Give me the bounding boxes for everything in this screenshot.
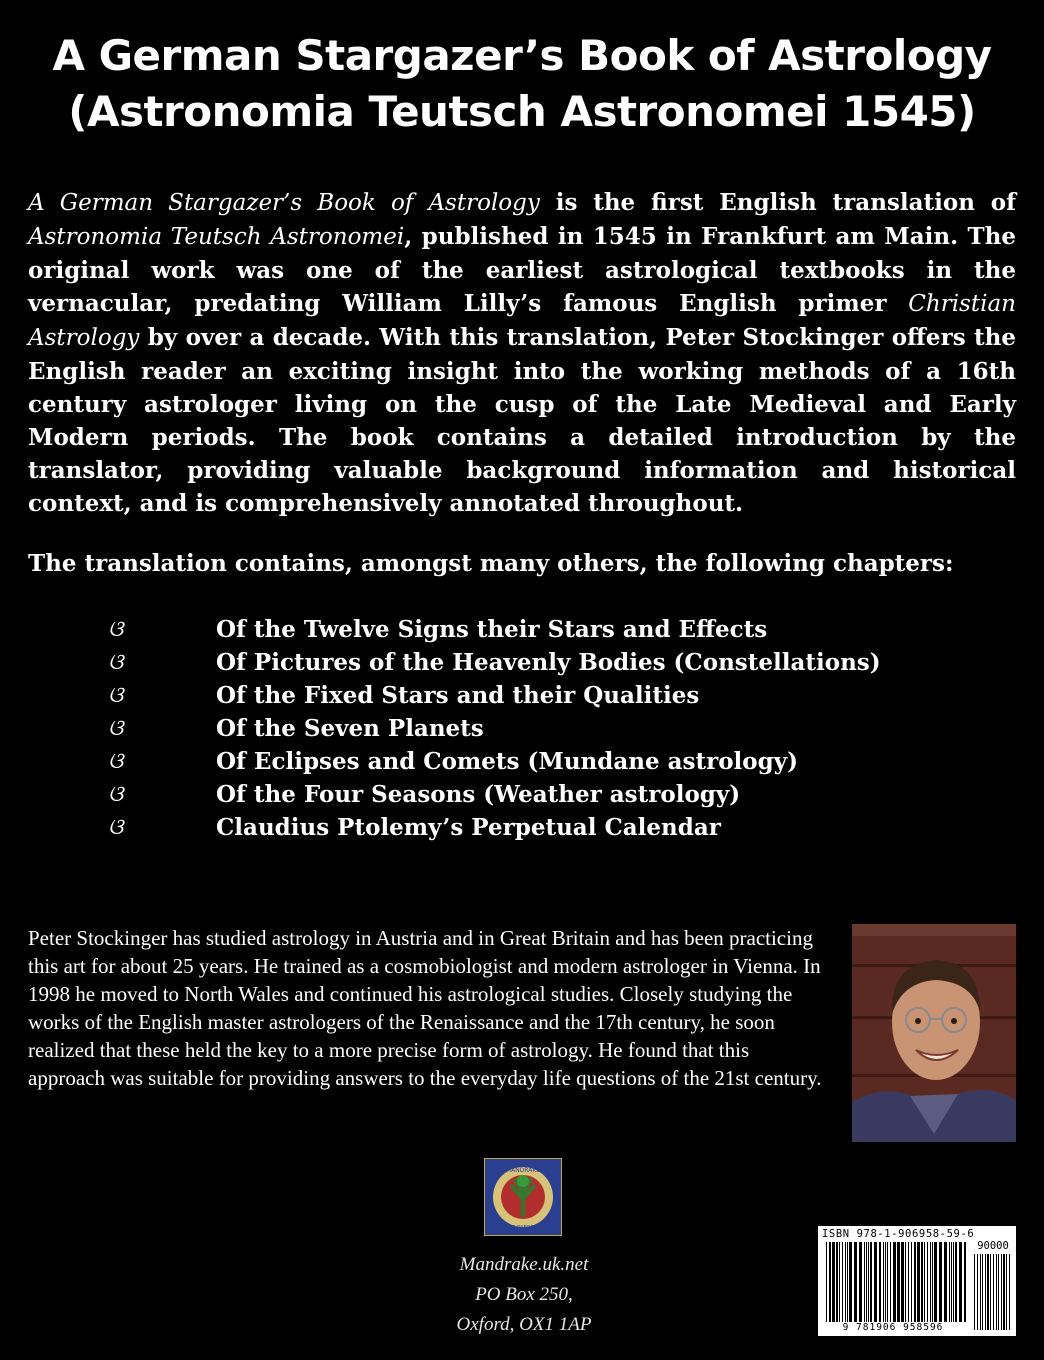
barcode-bar (953, 1242, 954, 1322)
author-photo (852, 924, 1016, 1142)
barcode-bar (879, 1242, 881, 1322)
barcode-bar (911, 1242, 912, 1322)
barcode-bar (1001, 1254, 1002, 1330)
barcode-bar (974, 1254, 975, 1330)
barcode-bar (829, 1242, 831, 1322)
barcode-bar (934, 1242, 937, 1322)
publisher-address (400, 1250, 648, 1340)
barcode-main-bars (826, 1242, 966, 1322)
barcode-bar (993, 1254, 994, 1330)
barcode-bar (914, 1242, 916, 1322)
fleuron-icon: ଓ (108, 716, 124, 741)
barcode-bar (859, 1242, 862, 1322)
fleuron-icon: ଓ (108, 749, 124, 774)
isbn-number: ISBN 978-1-906958-59-6 (822, 1228, 975, 1240)
chapter-label: Of Pictures of the Heavenly Bodies (Constellations) (216, 649, 881, 676)
barcode-bar (901, 1242, 904, 1322)
barcode-bar (870, 1242, 872, 1322)
barcode-addon-code: 90000 (977, 1240, 1009, 1252)
barcode-bar (897, 1242, 900, 1322)
fleuron-icon: ଓ (108, 782, 124, 807)
barcode-bar (982, 1254, 983, 1330)
barcode-bar (1009, 1254, 1010, 1330)
barcode-bar (887, 1242, 888, 1322)
chapter-label: Of the Seven Planets (216, 715, 484, 742)
barcode-bar (977, 1254, 978, 1330)
primer-title-italic: Christian Astrology (28, 291, 1016, 351)
author-portrait-illustration (852, 924, 1016, 1142)
barcode-bar (839, 1242, 840, 1322)
barcode-bar (885, 1242, 886, 1322)
chapter-list (108, 613, 1008, 844)
isbn-barcode (818, 1226, 1016, 1336)
barcode-bar (842, 1242, 843, 1322)
fleuron-icon: ଓ (108, 617, 124, 642)
original-title-italic: Astronomia Teutsch Astronomei (28, 224, 405, 250)
title-line-1: A German Stargazer’s Book of Astrology (52, 31, 992, 80)
chapter-label: Of the Twelve Signs their Stars and Effects (216, 616, 768, 643)
barcode-bar (930, 1242, 931, 1322)
barcode-bar (924, 1242, 925, 1322)
publisher-website[interactable]: Mandrake.uk.net (459, 1254, 589, 1275)
barcode-bar (890, 1242, 891, 1322)
chapter-item (108, 745, 1008, 778)
barcode-bar (866, 1242, 867, 1322)
chapter-label: Of the Four Seasons (Weather astrology) (216, 781, 741, 808)
barcode-bar (959, 1242, 962, 1322)
cover-title (0, 28, 1044, 140)
barcode-bar (964, 1242, 966, 1322)
description-text-1: is the first English translation of (539, 189, 1017, 216)
barcode-bar (832, 1242, 835, 1322)
barcode-bar (990, 1254, 991, 1330)
barcode-bar (905, 1242, 906, 1322)
barcode-bar (874, 1242, 877, 1322)
barcode-bar (1006, 1254, 1007, 1330)
barcode-bar (908, 1242, 909, 1322)
barcode-bar (845, 1242, 846, 1322)
chapter-item (108, 613, 1008, 646)
barcode-bar (987, 1254, 989, 1330)
chapter-label: Of Eclipses and Comets (Mundane astrology) (216, 748, 798, 775)
barcode-bar (944, 1242, 947, 1322)
barcode-bar (917, 1242, 920, 1322)
barcode-bar (849, 1242, 852, 1322)
description-text-3: by over a decade. With this translation, Peter Stockinger offers the English reader an exciting insight into the working methods of a 16th century astrologer living on the cusp of the Late Medieval and Early Modern periods. The book contains a detailed introduction by the translator, providing valuable background information and historical context, and is comprehensively annotated throughout. (28, 324, 1016, 517)
book-description (28, 186, 1016, 520)
barcode-bar (949, 1242, 950, 1322)
fleuron-icon: ଓ (108, 683, 124, 708)
chapter-item (108, 646, 1008, 679)
barcode-bar (932, 1242, 933, 1322)
chapter-item (108, 778, 1008, 811)
fleuron-icon: ଓ (108, 815, 124, 840)
barcode-addon-bars (974, 1254, 1010, 1330)
logo-text-top: MANDRAKE (505, 1167, 541, 1174)
barcode-bar (939, 1242, 942, 1322)
barcode-bar (836, 1242, 838, 1322)
publisher-city: Oxford, OX1 1AP (456, 1314, 592, 1335)
logo-text-bottom: OF OXFORD (508, 1225, 538, 1231)
author-bio: Peter Stockinger has studied astrology in Austria and in Great Britain and has been practicing this art for about 25 years. He trained as a cosmobiologist and modern astrologer in Vienna. In 1998 he moved to North Wales and continued his astrological studies. Closely studying the works of the English master astrologers of the Renaissance and the 17th century, he soon realized that these held the key to a more precise form of astrology. He found that this approach was suitable for providing answers to the everyday life questions of the 21st century. (28, 926, 822, 1090)
mandrake-logo (484, 1158, 562, 1236)
barcode-bar (951, 1242, 952, 1322)
barcode-bar (826, 1242, 827, 1322)
chapters-intro: The translation contains, amongst many others, the following chapters: (28, 550, 954, 577)
barcode-bar (985, 1254, 986, 1330)
chapter-item (108, 811, 1008, 844)
barcode-bar (868, 1242, 869, 1322)
chapter-label: Claudius Ptolemy’s Perpetual Calendar (216, 814, 721, 841)
barcode-bar (864, 1242, 865, 1322)
barcode-bar (854, 1242, 857, 1322)
barcode-bar (883, 1242, 884, 1322)
barcode-bar (980, 1254, 981, 1330)
chapter-item (108, 712, 1008, 745)
mandrake-emblem (485, 1159, 561, 1235)
barcode-bar (847, 1242, 848, 1322)
barcode-bar (996, 1254, 997, 1330)
ean-number: 9 781906 958596 (842, 1322, 944, 1333)
title-line-2: (Astronomia Teutsch Astronomei 1545) (68, 87, 976, 136)
fleuron-icon: ଓ (108, 650, 124, 675)
barcode-bar (955, 1242, 957, 1322)
publisher-po-box: PO Box 250, (475, 1284, 573, 1305)
chapter-item (108, 679, 1008, 712)
description-text-2: , published in 1545 in Frankfurt am Main. The original work was one of the earliest astrological textbooks in the vernacular, predating William Lilly’s famous English primer (28, 223, 1016, 317)
barcode-bar (998, 1254, 999, 1330)
barcode-bar (893, 1242, 896, 1322)
chapter-label: Of the Fixed Stars and their Qualities (216, 682, 700, 709)
book-title-italic: A German Stargazer’s Book of Astrology (28, 190, 540, 216)
barcode-bar (1003, 1254, 1005, 1330)
barcode-bar (921, 1242, 923, 1322)
barcode-bar (927, 1242, 928, 1322)
